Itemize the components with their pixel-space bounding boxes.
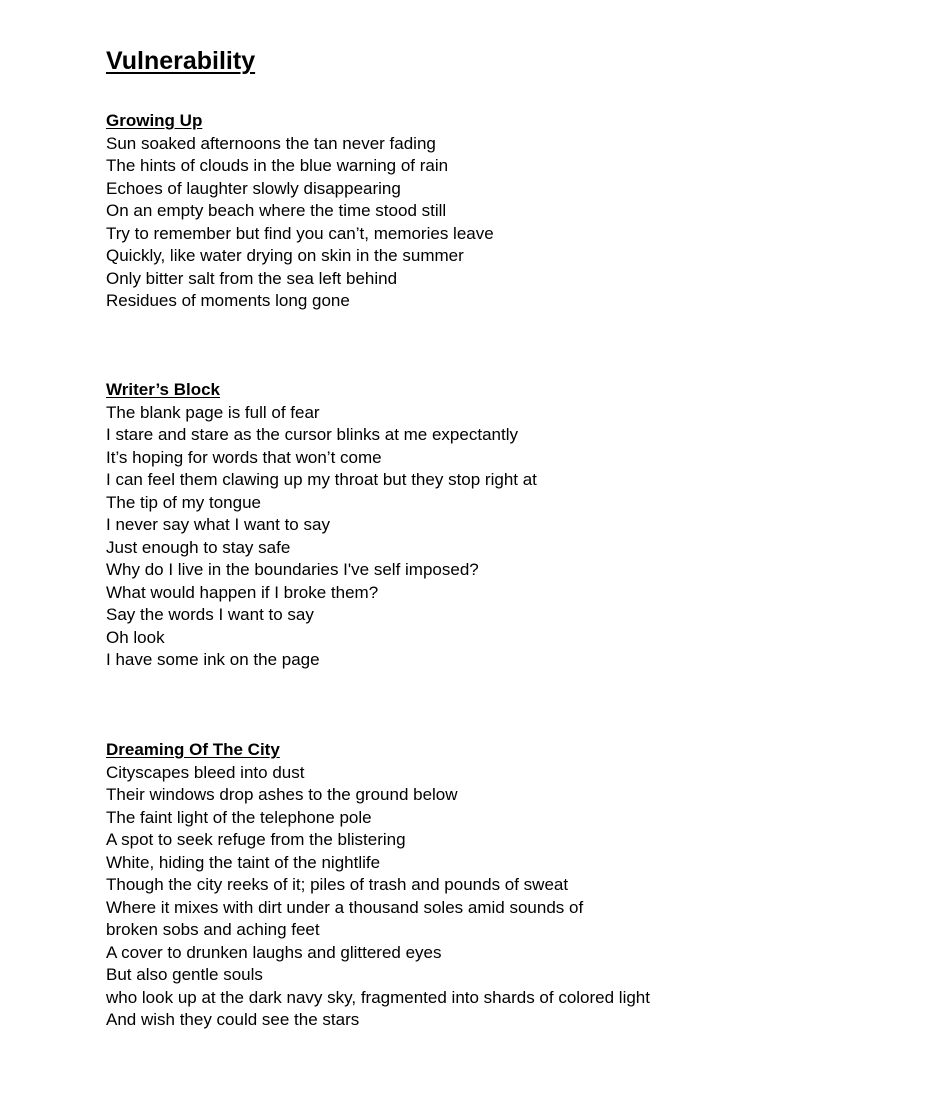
poem-line: Their windows drop ashes to the ground below (106, 785, 458, 804)
poem-line: On an empty beach where the time stood still (106, 201, 447, 220)
poem-line: I have some ink on the page (106, 650, 320, 669)
poem-dreaming-of-the-city (106, 739, 906, 1032)
poem-line: White, hiding the taint of the nightlife (106, 852, 381, 872)
document-page (106, 44, 906, 1029)
poem-line: Where it mixes with dirt under a thousand soles amid sounds of (106, 897, 584, 917)
poem-line: A spot to seek refuge from the blistering (106, 830, 406, 849)
poem-line: A cover to drunken laughs and glittered eyes (106, 942, 442, 962)
poem-title: Growing Up (106, 111, 203, 130)
poem-line: Say the words I want to say (106, 605, 314, 624)
poem-line: I can feel them clawing up my throat but they stop right at (106, 470, 537, 489)
poem-writers-block (106, 379, 906, 672)
poem-title: Writer’s Block (106, 380, 221, 399)
poem-line: Oh look (106, 627, 165, 647)
poem-line: Quickly, like water drying on skin in the summer (106, 246, 464, 265)
poem-growing-up (106, 110, 906, 313)
poem-line: broken sobs and aching feet (106, 920, 320, 939)
poem-line: The faint light of the telephone pole (106, 807, 372, 827)
poem-line: Just enough to stay safe (106, 537, 291, 557)
poem-line: The hints of clouds in the blue warning of rain (106, 156, 449, 175)
poem-line: Echoes of laughter slowly disappearing (106, 178, 401, 198)
poem-line: The blank page is full of fear (106, 402, 320, 422)
poem-line: The tip of my tongue (106, 492, 261, 512)
poem-line: Residues of moments long gone (106, 291, 350, 310)
poem-line: who look up at the dark navy sky, fragmented into shards of colored light (106, 987, 650, 1007)
poem-line: Sun soaked afternoons the tan never fading (106, 133, 436, 153)
poem-line: Though the city reeks of it; piles of trash and pounds of sweat (106, 875, 569, 894)
poem-line: Try to remember but find you can’t, memories leave (106, 223, 494, 243)
document-title: Vulnerability (106, 47, 256, 75)
poem-line: I never say what I want to say (106, 515, 330, 534)
poem-line: But also gentle souls (106, 965, 263, 984)
poem-line: What would happen if I broke them? (106, 582, 379, 602)
poem-line: Only bitter salt from the sea left behind (106, 268, 398, 288)
poem-line: And wish they could see the stars (106, 1010, 360, 1029)
poem-line: I stare and stare as the cursor blinks at me expectantly (106, 425, 518, 444)
poem-line: Why do I live in the boundaries I've self imposed? (106, 560, 479, 579)
poem-line: Cityscapes bleed into dust (106, 762, 305, 782)
poem-title: Dreaming Of The City (106, 740, 280, 759)
poem-line: It’s hoping for words that won’t come (106, 447, 382, 467)
